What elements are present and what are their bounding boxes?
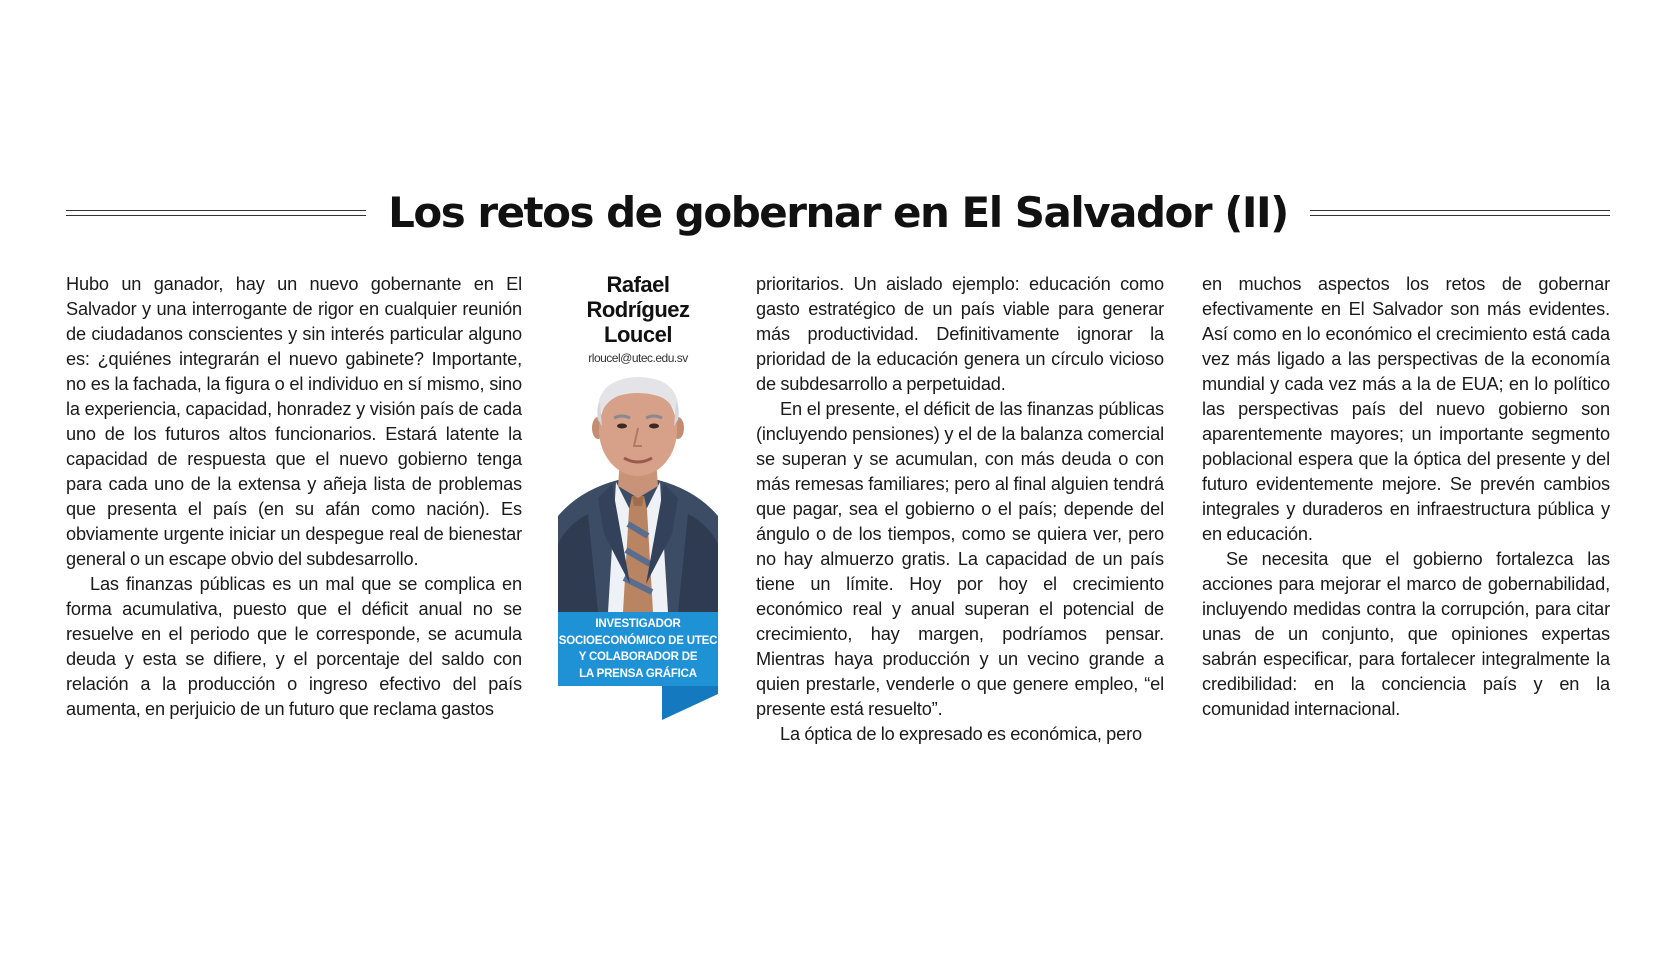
author-block xyxy=(558,272,718,365)
author-role-line: SOCIOECONÓMICO DE UTEC xyxy=(558,634,718,647)
author-role-line: Y COLABORADOR DE xyxy=(578,651,698,663)
author-role xyxy=(558,616,718,682)
author-role-line: LA PRENSA GRÁFICA xyxy=(579,667,697,680)
headline-rule-right xyxy=(1310,210,1610,216)
headline-rule-left xyxy=(66,210,366,216)
author-role-line: INVESTIGADOR xyxy=(595,618,681,630)
paragraph: prioritarios. Un aislado ejemplo: educación como gasto estratégico de un país viable para generar más productividad. Definitivamente ignorar la prioridad de la educación genera un círculo vicioso de subdesarrollo a perpetuidad. xyxy=(756,274,1164,394)
author-name-line: Rodríguez xyxy=(586,297,690,322)
article-column-3 xyxy=(1202,272,1610,722)
author-photo xyxy=(558,374,718,612)
author-email: rloucel@utec.edu.sv xyxy=(588,351,688,365)
paragraph: Las finanzas públicas es un mal que se complica en forma acumulativa, puesto que el déficit anual no se resuelve en el periodo que le corresponde, se acumula deuda y esta se difiere, y el porcentaje del saldo con relación a la producción o ingreso efectivo del país aumenta, en perjuicio de un futuro que reclama gastos xyxy=(66,574,522,719)
author-name xyxy=(558,272,718,347)
paragraph: en muchos aspectos los retos de gobernar efectivamente en El Salvador son más evidentes. Así como en lo económico el crecimiento está cada vez más ligado a las perspectivas de la economía mundial y cada vez más a la de EUA; en lo político las perspectivas país del nuevo gobierno son aparentemente mayores; un importante segmento poblacional espera que la óptica del presente y del futuro evidentemente mejore. Se prevén cambios integrales y duraderos en infraestructura pública y en educación. xyxy=(1202,274,1610,544)
article-column-1 xyxy=(66,272,522,722)
author-role-badge xyxy=(558,612,718,720)
author-name-line: Loucel xyxy=(604,322,672,347)
paragraph: Hubo un ganador, hay un nuevo gobernante en El Salvador y una interrogante de rigor en cualquier reunión de ciudadanos conscientes y sin interés particular alguno es: ¿quiénes integrarán el nuevo gabinete? Importante, no es la fachada, la figura o el individuo en sí mismo, sino la experiencia, capacidad, honradez y visión país de cada uno de los futuros altos funcionarios. Estará latente la capacidad de respuesta que el nuevo gobierno tenga para cada uno de la extensa y añeja lista de problemas que presenta el país (en su afán como nación). Es obviamente urgente iniciar un despegue real de bienestar general o un escape obvio del subdesarrollo. xyxy=(66,274,522,569)
paragraph: En el presente, el déficit de las finanzas públicas (incluyendo pensiones) y el de la balanza comercial se superan y se acumulan, con más deuda o con más remesas familiares; pero al final alguien tendrá que pagar, sea el gobierno o el país; depende del ángulo o de los tiempos, como se quiera ver, pero no hay almuerzo gratis. La capacidad de un país tiene un límite. Hoy por hoy el crecimiento económico real y anual superan el potencial de crecimiento, hay margen, podríamos pensar. Mientras haya producción y un vecino grande a quien prestarle, venderle o que genere empleo, “el presente está resuelto”. xyxy=(756,399,1164,719)
paragraph: La óptica de lo expresado es económica, pero xyxy=(780,724,1142,744)
article-column-2 xyxy=(756,272,1164,747)
headline-row xyxy=(66,186,1610,240)
author-name-line: Rafael xyxy=(606,272,670,297)
article-title: Los retos de gobernar en El Salvador (II) xyxy=(388,188,1288,237)
paragraph: Se necesita que el gobierno fortalezca las acciones para mejorar el marco de gobernabilidad, incluyendo medidas contra la corrupción, para citar unas de un conjunto, que opiniones expertas sabrán especificar, para fortalecer integralmente la credibilidad: en la conciencia país y en la comunidad internacional. xyxy=(1202,549,1610,719)
